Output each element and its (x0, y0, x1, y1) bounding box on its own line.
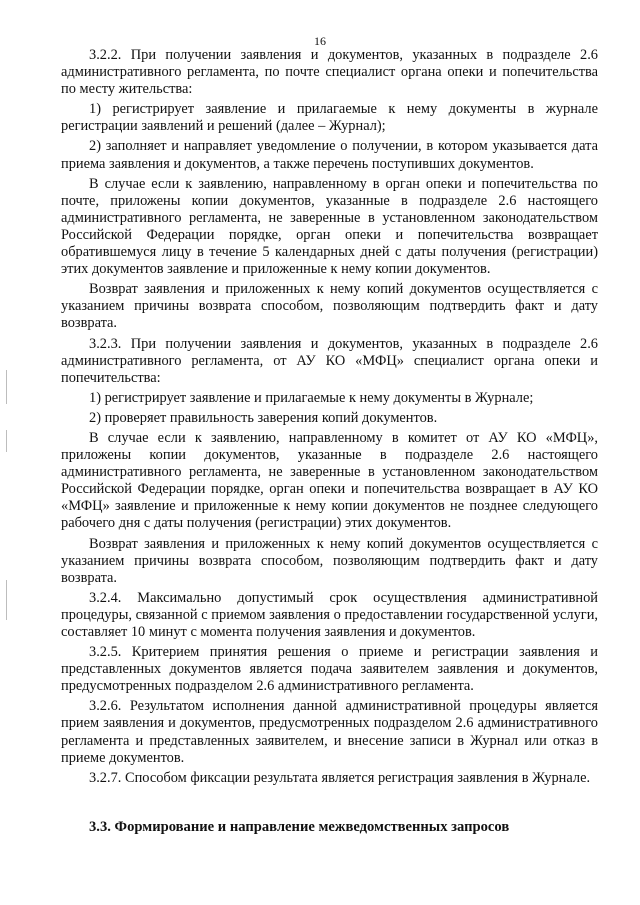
paragraph-3-2-6: 3.2.6. Результатом исполнения данной административной процедуры является прием заявления и документов, предусмотренных подразделом 2.6 административного регламента и представленных заявителем, и внесение записи в Журнал или отказ в приеме документов. (61, 698, 598, 766)
paragraph-3-2-7: 3.2.7. Способом фиксации результата является регистрация заявления в Журнале. (89, 769, 591, 786)
document-body (61, 47, 598, 836)
paragraph-mfc-return-method: Возврат заявления и приложенных к нему копий документов осуществляется с указанием причины возврата способом, позволяющим подтвердить факт и дату возврата. (61, 535, 598, 586)
paragraph-3-2-3-item-1: 1) регистрирует заявление и прилагаемые к нему документы в Журнале; (89, 389, 534, 406)
paragraph-mail-return-case: В случае если к заявлению, направленному в орган опеки и попечительства по почте, приложены копии документов, указанные в подразделе 2.6 настоящего административного регламента, не заверенные в установленном законодательством Российской Федерации порядке, орган опеки и попечительства возвращает обратившемуся лицу в течение 5 календарных дней с даты получения (регистрации) этих документов заявление и приложенные к нему копии документов. (61, 175, 598, 278)
paragraph-3-2-2-item-2: 2) заполняет и направляет уведомление о получении, в котором указывается дата приема заявления и документов, а также перечень поступивших документов. (61, 138, 598, 172)
paragraph-3-2-4: 3.2.4. Максимально допустимый срок осуществления административной процедуры, связанной с приемом заявления о предоставлении государственной услуги, составляет 10 минут с момента получения заявления и документов. (61, 589, 598, 640)
scan-margin-marks (6, 370, 8, 650)
paragraph-3-2-3: 3.2.3. При получении заявления и документов, указанных в подразделе 2.6 административного регламента, от АУ КО «МФЦ» специалист органа опеки и попечительства: (61, 335, 598, 386)
paragraph-mail-return-method: Возврат заявления и приложенных к нему копий документов осуществляется с указанием причины возврата способом, позволяющим подтвердить факт и дату возврата. (61, 281, 598, 332)
section-heading-3-3: 3.3. Формирование и направление межведомственных запросов (89, 818, 510, 835)
paragraph-mfc-return-case: В случае если к заявлению, направленному в комитет от АУ КО «МФЦ», приложены копии документов, указанные в подразделе 2.6 настоящего административного регламента, не заверенные в установленном законодательством Российской Федерации порядке, орган опеки и попечительства возвращает в АУ КО «МФЦ» заявление и приложенные к нему копии документов не позднее следующего рабочего дня с даты получения (регистрации) этих документов. (61, 429, 598, 532)
paragraph-3-2-3-item-2: 2) проверяет правильность заверения копий документов. (89, 409, 438, 426)
paragraph-3-2-2-item-1: 1) регистрирует заявление и прилагаемые к нему документы в журнале регистрации заявлений и решений (далее – Журнал); (61, 101, 598, 135)
page-number: 16 (314, 34, 326, 48)
paragraph-3-2-5: 3.2.5. Критерием принятия решения о приеме и регистрации заявления и представленных документов является подача заявителем заявления и документов, предусмотренных подразделом 2.6 административного регламента. (61, 644, 598, 695)
paragraph-3-2-2: 3.2.2. При получении заявления и документов, указанных в подразделе 2.6 административного регламента, по почте специалист органа опеки и попечительства по месту жительства: (61, 47, 598, 98)
